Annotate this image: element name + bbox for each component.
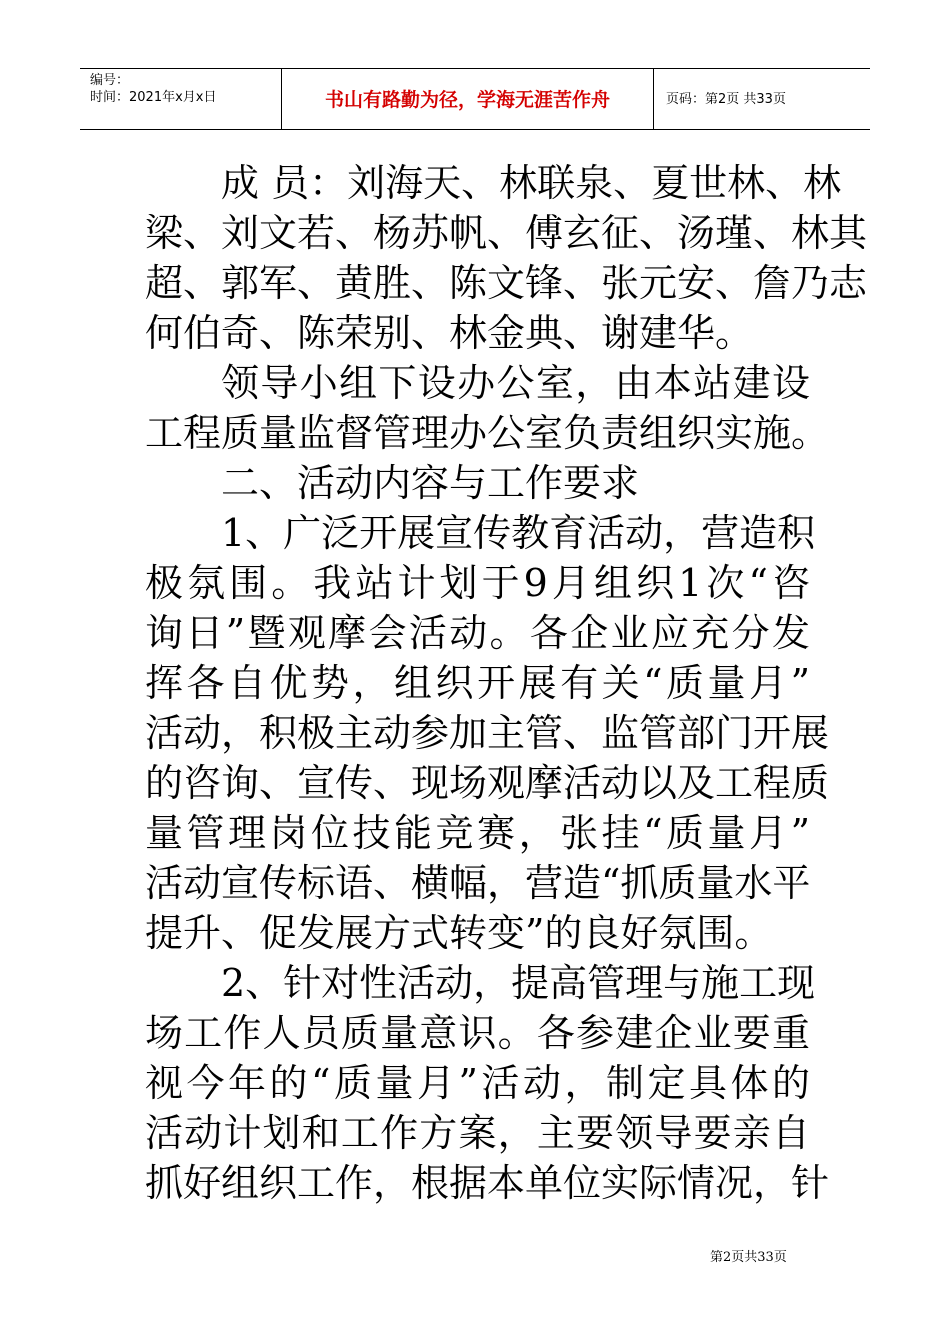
body-line: 何伯奇、陈荣别、林金典、谢建华。: [145, 311, 754, 355]
body-line: 1、广泛开展宣传教育活动，营造积: [221, 511, 816, 555]
body-line: 量管理岗位技能竞赛，张挂“质量月”: [145, 811, 810, 855]
body-line: 的咨询、宣传、现场观摩活动以及工程质: [145, 761, 830, 805]
body-line: 领导小组下设办公室，由本站建设: [221, 361, 810, 405]
header-motto: 书山有路勤为径，学海无涯苦作舟: [282, 69, 654, 129]
document-body: [145, 158, 868, 1208]
body-line: 超、郭军、黄胜、陈文锋、张元安、詹乃志: [145, 261, 868, 305]
page-footer: 第2页共33页: [710, 1250, 787, 1265]
body-line: 活动，积极主动参加主管、监管部门开展: [145, 711, 830, 755]
document-time-label: 时间：2021年x月x日: [90, 90, 217, 105]
document-number-label: 编号：: [90, 73, 130, 88]
body-line: 挥各自优势，组织开展有关“质量月”: [145, 661, 810, 705]
body-line: 工程质量监督管理办公室负责组织实施。: [145, 411, 830, 455]
header-left-cell: [80, 69, 282, 129]
body-line: 活动计划和工作方案，主要领导要亲自: [145, 1111, 810, 1155]
body-line: 梁、刘文若、杨苏帆、傅玄征、汤瑾、林其: [145, 211, 868, 255]
section-heading: 二、活动内容与工作要求: [221, 461, 640, 505]
body-line: 抓好组织工作，根据本单位实际情况，针: [145, 1161, 830, 1205]
body-line: 询日”暨观摩会活动。各企业应充分发: [145, 611, 810, 655]
body-line: 成 员：刘海天、林联泉、夏世林、林: [221, 161, 842, 205]
body-line: 场工作人员质量意识。各参建企业要重: [145, 1011, 810, 1055]
body-line: 2、针对性活动，提高管理与施工现: [221, 961, 816, 1005]
body-line: 极氛围。我站计划于9月组织1次“咨: [145, 561, 810, 605]
header-page-label: 页码：第2页 共33页: [666, 92, 786, 107]
body-line: 提升、促发展方式转变”的良好氛围。: [145, 911, 773, 955]
body-line: 活动宣传标语、横幅，营造“抓质量水平: [145, 861, 811, 905]
body-line: 视今年的“质量月”活动，制定具体的: [145, 1061, 810, 1105]
page-header: [80, 68, 870, 130]
